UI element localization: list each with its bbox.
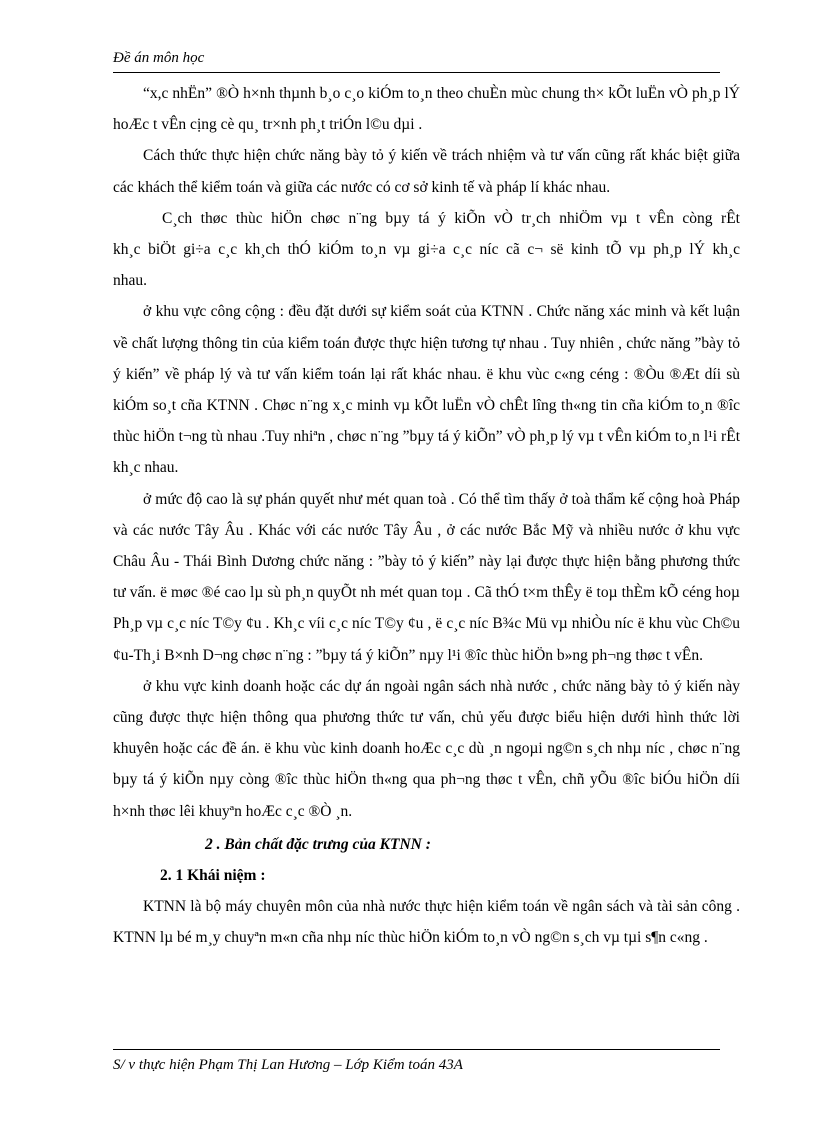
paragraph-1: “x,c nhËn” ®Ò h×nh thµnh b¸o c¸o kiÓm to¸n theo chuÈn mùc chung th× kÕt luËn vÒ ph¸p lÝ hoÆc t vÊn cịng cè qu¸ tr×nh ph¸t triÓn l©u dµi . — [113, 85, 740, 134]
paragraph-2: Cách thức thực hiện chức năng bày tỏ ý kiến về trách nhiệm và tư vấn cũng rất khác biệt giữa các khách thể kiểm toán và giữa các nước có cơ sở kinh tế và pháp lí khác nhau. — [113, 147, 740, 196]
page-header: Đề án môn học — [113, 50, 205, 66]
subsection-heading: 2. 1 Khái niệm : — [160, 867, 266, 885]
header-rule — [113, 72, 720, 73]
paragraph-5: ở mức độ cao là sự phán quyết như mét quan toà . Có thể tìm thấy ở toà thẩm kế cộng hoà Pháp và các nước Tây Âu . Khác với các nước Tây Âu , ở các nước Bắc Mỹ và nhiều nước ở khu vực Châu Âu - Thái Bình Dương chức năng : ”bày tỏ ý kiến” này lại được thực hiện bằng phương thức tư vấn. ë møc ®é cao lµ sù ph¸n quyÕt nh mét quan toµ . Cã thÓ t×m thÊy ë toµ thÈm kÕ céng hoµ Ph¸p vµ c¸c níc T©y ¢u . Kh¸c víi c¸c níc T©y ¢u , ë c¸c níc B¾c Mü vµ nhiÒu níc ë khu vùc Ch©u ¢u-Th¸i B×nh D¬ng chøc n¨ng : ”bµy tá ý kiÕn” nµy l¹i ®îc thùc hiÖn b»ng ph¬ng thøc t vÊn. — [113, 490, 740, 664]
paragraph-6: ở khu vực kinh doanh hoặc các dự án ngoài ngân sách nhà nước , chức năng bày tỏ ý kiến này cũng được thực hiện thông qua phương thức tư vấn, chủ yếu được biểu hiện dưới hình thức lời khuyên hoặc các đề án. ë khu vùc kinh doanh hoÆc c¸c dù ¸n ngoµi ng©n s¸ch nhµ níc , chøc n¨ng bµy tá ý kiÕn nµy còng ®îc thùc hiÖn th«ng qua ph¬ng thøc t vÊn, chñ yÕu ®îc biÓu hiÖn díi h×nh thøc lêi khuyªn hoÆc c¸c ®Ò ¸n. — [113, 677, 740, 820]
footer-rule — [113, 1049, 720, 1050]
definition-paragraph: KTNN là bộ máy chuyên môn của nhà nước thực hiện kiểm toán về ngân sách và tài sản công . KTNN lµ bé m¸y chuyªn m«n cña nhµ níc thùc hiÖn kiÓm to¸n vÒ ng©n s¸ch vµ tµi s¶n c«ng . — [113, 898, 740, 947]
section-heading: 2 . Bản chất đặc trưng của KTNN : — [205, 835, 431, 853]
paragraph-3: C¸ch thøc thùc hiÖn chøc n¨ng bµy tá ý kiÕn vÒ tr¸ch nhiÖm vµ t vÊn còng rÊt kh¸c biÖt gi÷a c¸c kh¸ch thÓ kiÓm to¸n vµ gi÷a c¸c níc cã c¬ së kinh tÕ vµ ph¸p lÝ kh¸c nhau. — [113, 209, 740, 290]
document-body — [113, 78, 740, 954]
page-footer: S/ v thực hiện Phạm Thị Lan Hương – Lớp Kiểm toán 43A — [113, 1057, 463, 1073]
paragraph-4: ở khu vực công cộng : đều đặt dưới sự kiểm soát của KTNN . Chức năng xác minh và kết luận về chất lượng thông tin của kiểm toán được thực hiện tương tự nhau . Tuy nhiên , chức năng ”bày tỏ ý kiến” về pháp lý và tư vấn kiểm toán lại rất khác nhau. ë khu vùc c«ng céng : ®Òu ®Æt díi sù kiÓm so¸t cña KTNN . Chøc n¨ng x¸c minh vµ kÕt luËn vÒ chÊt lîng th«ng tin cña kiÓm to¸n ®îc thùc hiÖn t¬ng tù nhau .Tuy nhiªn , chøc n¨ng ”bµy tá ý kiÕn” vÒ ph¸p lý vµ t vÊn kiÓm to¸n l¹i rÊt kh¸c nhau. — [113, 303, 740, 477]
